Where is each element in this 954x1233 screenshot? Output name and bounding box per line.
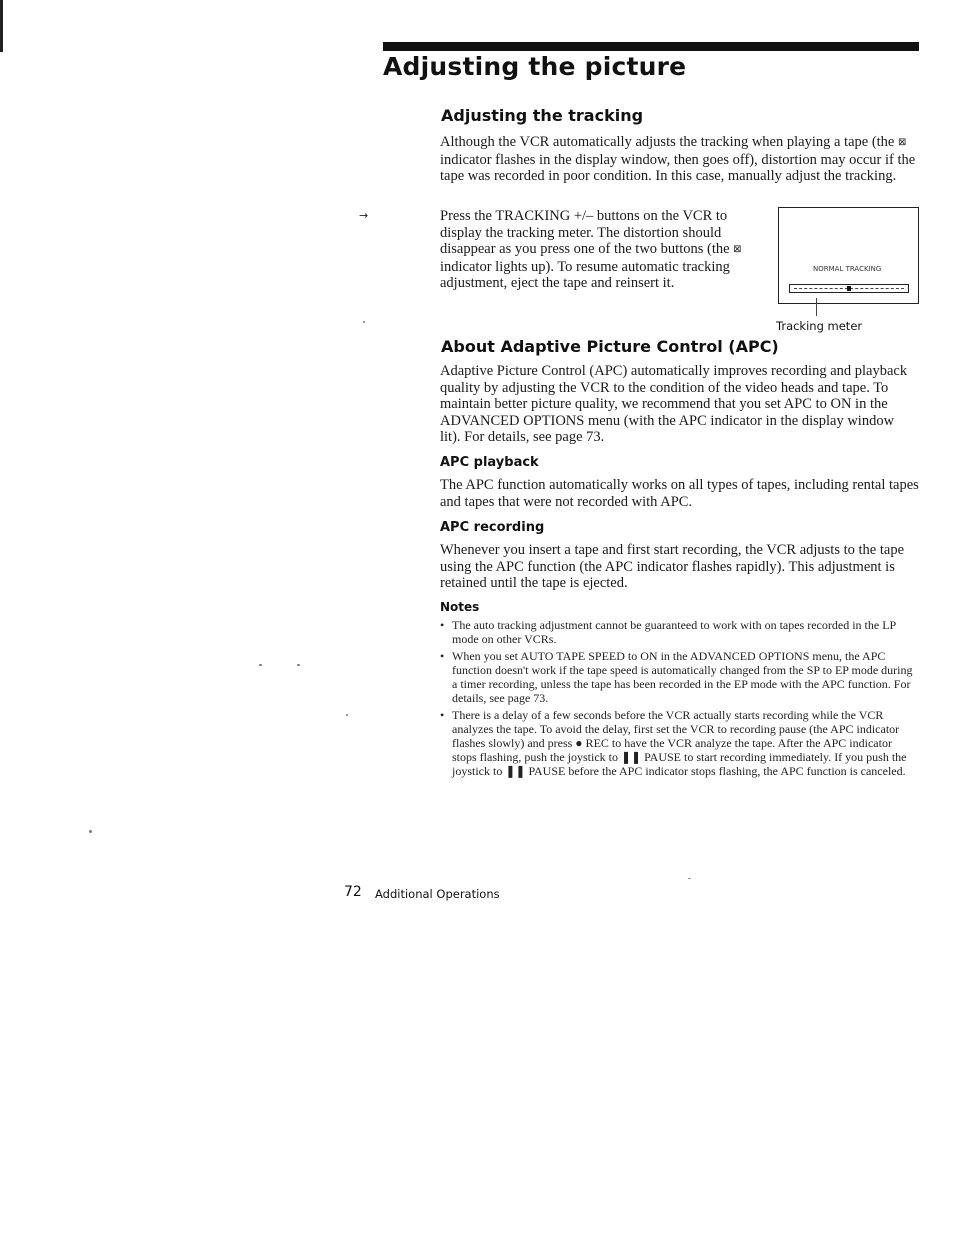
tracking-meter-label: Tracking meter: [776, 319, 863, 333]
apc-recording-heading: APC recording: [440, 520, 545, 535]
apc-playback-text: The APC function automatically works on all types of tapes, including rental tapes and tapes that were not recorded with APC.: [440, 477, 919, 510]
tracking-intro-part2: indicator flashes in the display window, then goes off), distortion may occur if the tape was recorded in poor condition. In this case, manually adjust the tracking.: [440, 151, 916, 185]
scan-speck: [259, 664, 262, 666]
apc-playback-heading: APC playback: [440, 455, 539, 470]
display-normal-tracking-text: NORMAL TRACKING: [813, 265, 882, 273]
scan-speck: [297, 664, 300, 666]
scan-speck: [688, 878, 691, 879]
meter-leader-line: [816, 298, 817, 316]
page-title: Adjusting the picture: [383, 52, 687, 81]
notes-list: [440, 618, 918, 781]
tracking-meter-bar: [789, 284, 909, 293]
tracking-instructions-part2: indicator lights up). To resume automatic tracking adjustment, eject the tape and reinsert it.: [440, 258, 730, 292]
apc-heading: About Adaptive Picture Control (APC): [441, 337, 779, 356]
tracking-intro: [440, 134, 918, 185]
title-rule: [383, 42, 919, 51]
tracking-indicator-icon: ⊠: [733, 244, 742, 256]
apc-intro: Adaptive Picture Control (APC) automatically improves recording and playback quality by adjusting the VCR to the condition of the video heads and tape. To maintain better picture quality, we recommend that you set APC to ON in the ADVANCED OPTIONS menu (with the APC indicator in the display window lit). For details, see page 73.: [440, 363, 908, 446]
tracking-intro-part1: Although the VCR automatically adjusts the tracking when playing a tape (the: [440, 134, 895, 150]
tracking-display-diagram: [778, 207, 919, 304]
meter-indicator: [847, 286, 851, 291]
scan-speck: [89, 830, 92, 833]
apc-recording-text: Whenever you insert a tape and first start recording, the VCR adjusts to the tape using the APC function (the APC indicator flashes rapidly). This adjustment is retained until the tape is ejected.: [440, 542, 904, 592]
tracking-indicator-icon: ⊠: [898, 137, 907, 148]
page-number: 72: [344, 884, 362, 900]
scan-speck: [363, 321, 365, 323]
tracking-heading: Adjusting the tracking: [441, 106, 644, 125]
note-item: • There is a delay of a few seconds before the VCR actually starts recording while the VCR analyzes the tape. To avoid the delay, first set the VCR to recording pause (the APC indicator flashes slowly) and press ● REC to have the VCR analyze the tape. After the APC indicator stops flashing, push the joystick to ❚❚ PAUSE to start recording immediately. If you push the joystick to ❚❚ PAUSE before the APC indicator stops flashing, the APC function is canceled.: [440, 708, 918, 778]
note-item: • The auto tracking adjustment cannot be guaranteed to work with on tapes recorded in the LP mode on other VCRs.: [440, 618, 918, 646]
note-item: • When you set AUTO TAPE SPEED to ON in the ADVANCED OPTIONS menu, the APC function doesn't work if the tape speed is automatically changed from the SP to EP mode during a timer recording, unless the tape has been recorded in the EP mode with the APC function. For details, see page 73.: [440, 649, 918, 705]
tracking-instructions: [440, 208, 760, 292]
notes-heading: Notes: [440, 600, 480, 614]
tracking-instructions-part1: Press the TRACKING +/– buttons on the VCR to display the tracking meter. The distortion should disappear as you press one of the two buttons (the: [440, 208, 730, 258]
scan-speck: [346, 714, 348, 716]
footer-section: Additional Operations: [375, 887, 500, 901]
step-arrow-icon: →: [359, 209, 369, 222]
scan-edge-mark: [0, 0, 3, 52]
